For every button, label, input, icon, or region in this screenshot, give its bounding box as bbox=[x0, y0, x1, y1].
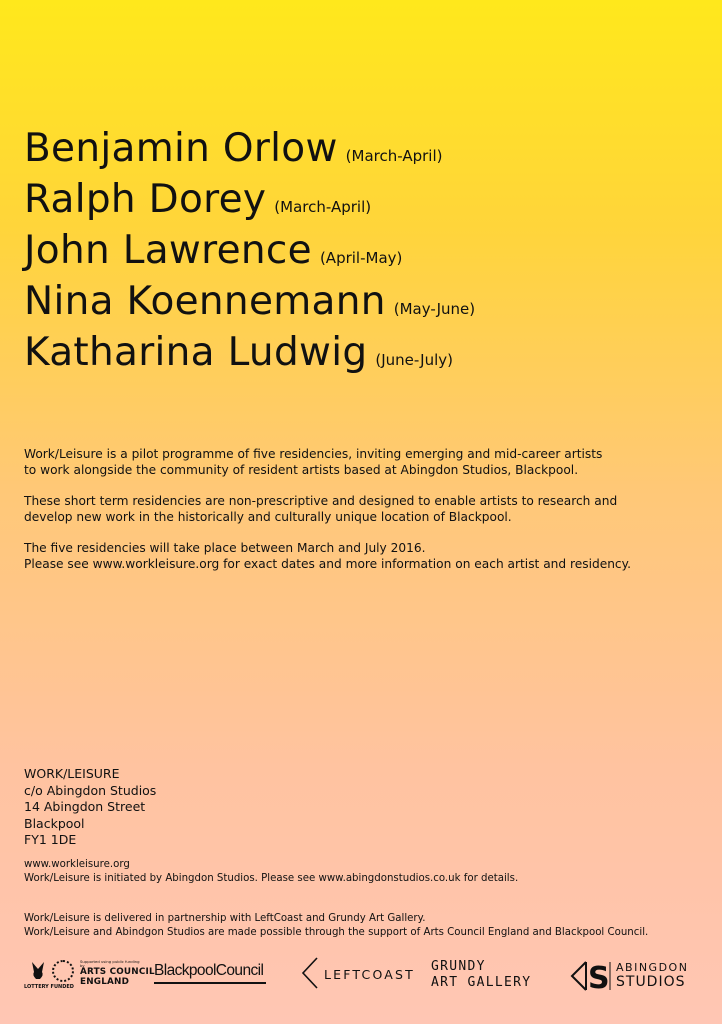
ace-title bbox=[80, 967, 155, 987]
blackpool-underline bbox=[154, 982, 266, 984]
svg-text:S: S bbox=[588, 961, 610, 992]
address-line: WORK/LEISURE bbox=[24, 766, 120, 781]
intro-paragraph bbox=[24, 540, 684, 572]
intro-line: to work alongside the community of resident artists based at Abingdon Studios, Blackpool. bbox=[24, 463, 579, 477]
artist-entry bbox=[24, 177, 475, 228]
partners-info bbox=[24, 912, 648, 939]
artist-entry bbox=[24, 279, 475, 330]
intro-paragraph bbox=[24, 446, 684, 478]
blackpool-council-wordmark: BlackpoolCouncil bbox=[154, 962, 264, 979]
postal-address bbox=[24, 766, 156, 849]
address-line: 14 Abingdon Street bbox=[24, 799, 146, 814]
artist-name: Katharina Ludwig bbox=[24, 330, 368, 375]
intro-paragraph bbox=[24, 493, 684, 525]
artist-dates: (June-July) bbox=[375, 351, 453, 369]
partners-line: Work/Leisure and Abindgon Studios are made possible through the support of Arts Council England and Blackpool Council. bbox=[24, 926, 649, 938]
lottery-hand-icon bbox=[26, 958, 50, 982]
abingdon-line: ABINGDON bbox=[616, 961, 689, 974]
artist-list bbox=[24, 126, 475, 381]
leftcoast-logo bbox=[300, 954, 416, 998]
artist-name: Benjamin Orlow bbox=[24, 126, 338, 171]
artist-dates: (March-April) bbox=[274, 198, 372, 216]
website-link[interactable]: www.workleisure.org bbox=[24, 859, 130, 870]
ace-title-line: ENGLAND bbox=[80, 977, 130, 987]
address-line: c/o Abingdon Studios bbox=[24, 782, 157, 798]
blackpool-council-logo bbox=[154, 954, 266, 998]
artist-name: John Lawrence bbox=[24, 228, 312, 273]
intro-line: Please see www.workleisure.org for exact dates and more information on each artist and residency. bbox=[24, 557, 631, 571]
grundy-line: ART GALLERY bbox=[431, 975, 532, 990]
artist-dates: (March-April) bbox=[345, 147, 443, 165]
web-info bbox=[24, 858, 518, 885]
logo-strip bbox=[24, 954, 704, 998]
artist-name: Nina Koennemann bbox=[24, 279, 386, 324]
artist-entry bbox=[24, 126, 475, 177]
ace-supported-label: Supported using public funding by bbox=[80, 959, 140, 968]
partners-line: Work/Leisure is delivered in partnership with LeftCoast and Grundy Art Gallery. bbox=[24, 913, 426, 924]
intro-line: Work/Leisure is a pilot programme of five residencies, inviting emerging and mid-career artists bbox=[24, 447, 603, 461]
artist-name: Ralph Dorey bbox=[24, 177, 267, 222]
artist-entry bbox=[24, 228, 475, 279]
intro-line: These short term residencies are non-prescriptive and designed to enable artists to research and bbox=[24, 494, 618, 508]
grundy-art-gallery-logo bbox=[429, 954, 551, 998]
artist-dates: (May-June) bbox=[393, 300, 476, 318]
lottery-funded-label: LOTTERY FUNDED bbox=[24, 984, 74, 990]
ace-title-line: ARTS COUNCIL bbox=[80, 967, 155, 977]
intro-line: The five residencies will take place between March and July 2016. bbox=[24, 541, 426, 555]
abingdon-triangle-s-icon bbox=[570, 960, 612, 992]
leftcoast-chevron-icon bbox=[300, 956, 320, 990]
abingdon-studios-logo bbox=[570, 954, 702, 998]
abingdon-line: STUDIOS bbox=[616, 974, 686, 990]
artist-entry bbox=[24, 330, 475, 381]
intro-text bbox=[24, 446, 684, 587]
leftcoast-wordmark: LEFTCOAST bbox=[324, 967, 416, 982]
artist-dates: (April-May) bbox=[319, 249, 403, 267]
arts-council-logo bbox=[24, 954, 155, 998]
intro-line: develop new work in the historically and culturally unique location of Blackpool. bbox=[24, 510, 512, 524]
arts-council-ring-icon bbox=[52, 960, 74, 982]
address-line: FY1 1DE bbox=[24, 832, 77, 847]
grundy-line: GRUNDY bbox=[431, 959, 486, 974]
address-line: Blackpool bbox=[24, 815, 85, 831]
initiated-note: Work/Leisure is initiated by Abingdon Studios. Please see www.abingdonstudios.co.uk for details. bbox=[24, 872, 519, 884]
